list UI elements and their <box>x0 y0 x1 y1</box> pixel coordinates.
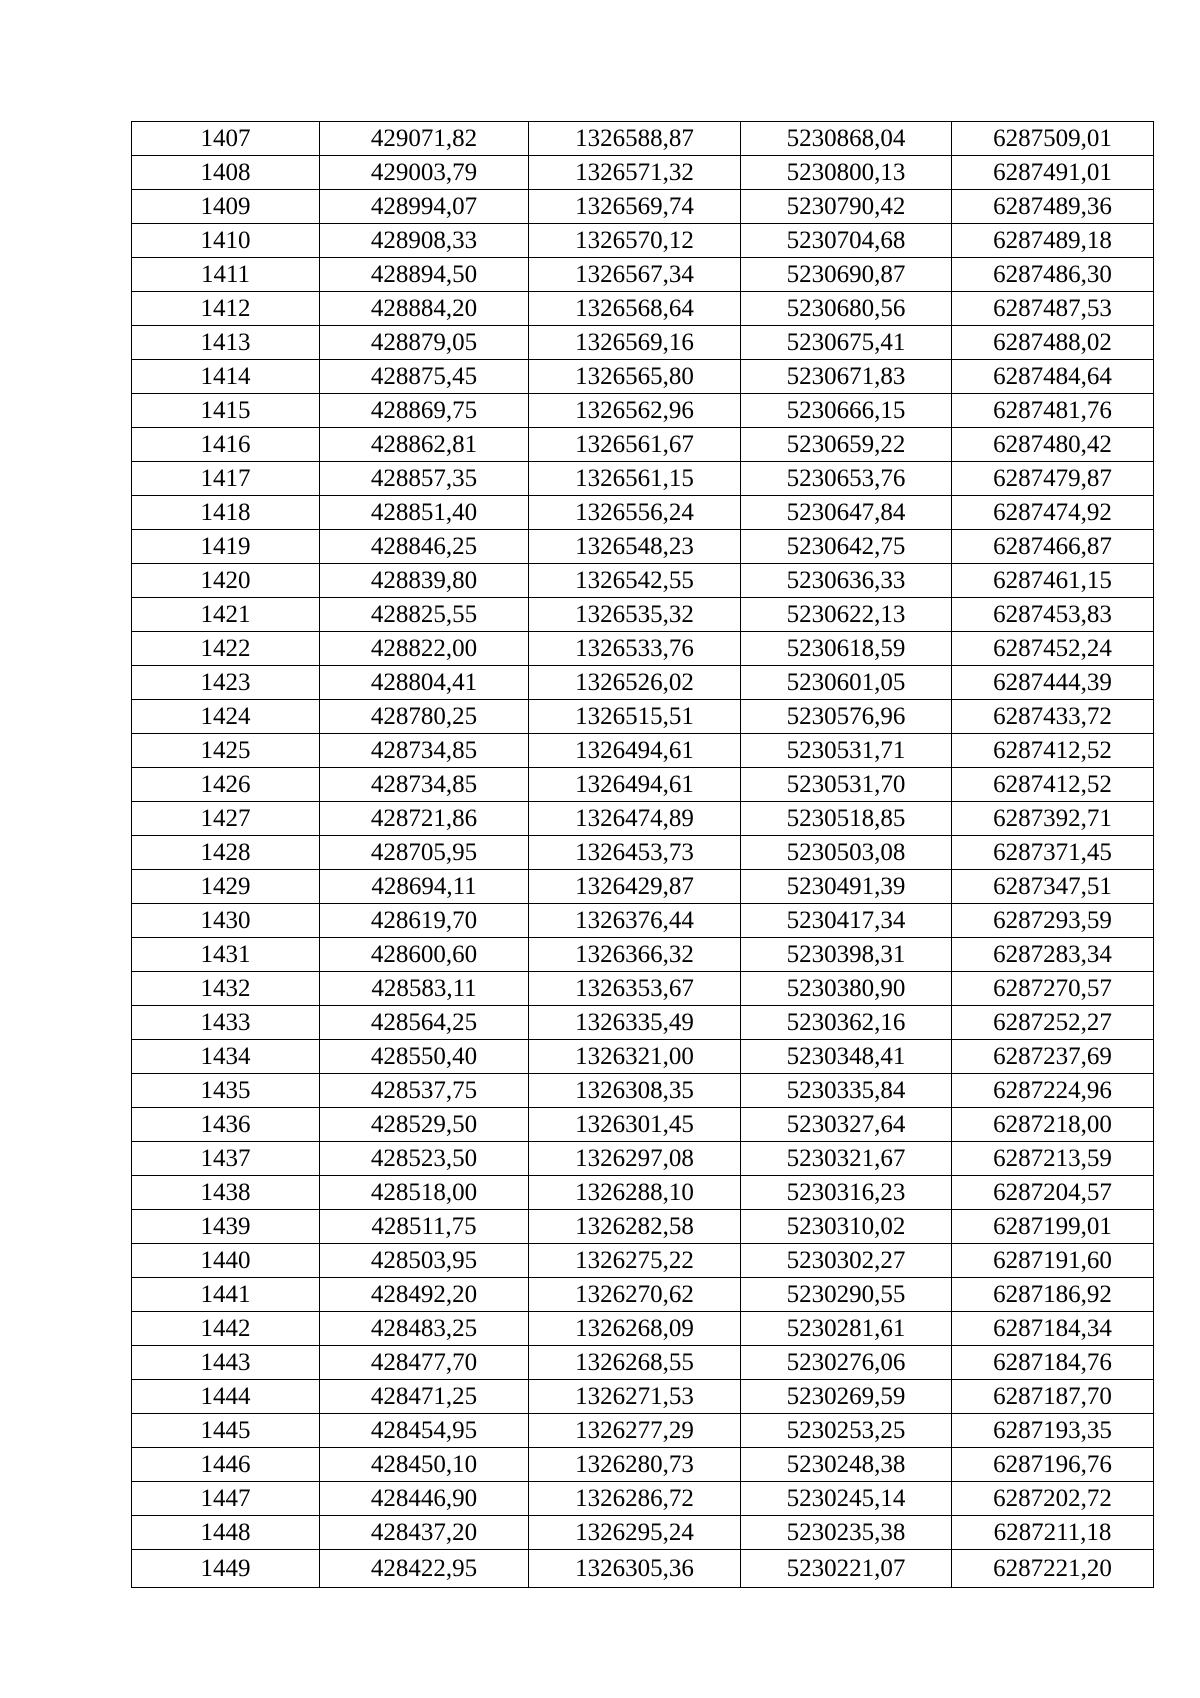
coord-cell-2: 1326305,36 <box>529 1550 741 1588</box>
coord-cell-4: 6287184,76 <box>952 1346 1154 1380</box>
table-row <box>132 326 1154 360</box>
coord-cell-3: 5230245,14 <box>741 1482 952 1516</box>
coord-cell-4: 6287489,36 <box>952 190 1154 224</box>
point-number-cell: 1447 <box>132 1482 320 1516</box>
coord-cell-2: 1326561,15 <box>529 462 741 496</box>
coord-cell-3: 5230221,07 <box>741 1550 952 1588</box>
coord-cell-1: 428839,80 <box>320 564 529 598</box>
coord-cell-1: 428583,11 <box>320 972 529 1006</box>
point-number-cell: 1414 <box>132 360 320 394</box>
coord-cell-2: 1326353,67 <box>529 972 741 1006</box>
coord-cell-4: 6287433,72 <box>952 700 1154 734</box>
coord-cell-1: 428450,10 <box>320 1448 529 1482</box>
coord-cell-1: 428477,70 <box>320 1346 529 1380</box>
coord-cell-3: 5230335,84 <box>741 1074 952 1108</box>
point-number-cell: 1407 <box>132 122 320 156</box>
coord-cell-3: 5230491,39 <box>741 870 952 904</box>
coord-cell-3: 5230417,34 <box>741 904 952 938</box>
coord-cell-1: 428529,50 <box>320 1108 529 1142</box>
point-number-cell: 1412 <box>132 292 320 326</box>
coord-cell-1: 428875,45 <box>320 360 529 394</box>
coord-cell-4: 6287461,15 <box>952 564 1154 598</box>
coord-cell-3: 5230290,55 <box>741 1278 952 1312</box>
table-row <box>132 1448 1154 1482</box>
coord-cell-4: 6287184,34 <box>952 1312 1154 1346</box>
coord-cell-4: 6287466,87 <box>952 530 1154 564</box>
coord-cell-1: 428518,00 <box>320 1176 529 1210</box>
coord-cell-3: 5230518,85 <box>741 802 952 836</box>
coord-cell-4: 6287481,76 <box>952 394 1154 428</box>
coord-cell-1: 428734,85 <box>320 768 529 802</box>
point-number-cell: 1432 <box>132 972 320 1006</box>
coord-cell-1: 428822,00 <box>320 632 529 666</box>
coord-cell-2: 1326288,10 <box>529 1176 741 1210</box>
coord-cell-2: 1326277,29 <box>529 1414 741 1448</box>
point-number-cell: 1420 <box>132 564 320 598</box>
coord-cell-3: 5230276,06 <box>741 1346 952 1380</box>
point-number-cell: 1436 <box>132 1108 320 1142</box>
point-number-cell: 1437 <box>132 1142 320 1176</box>
coord-cell-2: 1326588,87 <box>529 122 741 156</box>
coord-cell-3: 5230800,13 <box>741 156 952 190</box>
coord-cell-3: 5230601,05 <box>741 666 952 700</box>
coordinates-table <box>131 121 1154 1588</box>
coord-cell-3: 5230618,59 <box>741 632 952 666</box>
coord-cell-4: 6287489,18 <box>952 224 1154 258</box>
coord-cell-2: 1326286,72 <box>529 1482 741 1516</box>
table-row <box>132 1074 1154 1108</box>
point-number-cell: 1408 <box>132 156 320 190</box>
point-number-cell: 1415 <box>132 394 320 428</box>
coord-cell-2: 1326494,61 <box>529 734 741 768</box>
coord-cell-2: 1326335,49 <box>529 1006 741 1040</box>
point-number-cell: 1421 <box>132 598 320 632</box>
coord-cell-2: 1326569,16 <box>529 326 741 360</box>
point-number-cell: 1424 <box>132 700 320 734</box>
coord-cell-3: 5230704,68 <box>741 224 952 258</box>
coord-cell-4: 6287412,52 <box>952 768 1154 802</box>
coord-cell-4: 6287487,53 <box>952 292 1154 326</box>
coord-cell-4: 6287491,01 <box>952 156 1154 190</box>
table-row <box>132 768 1154 802</box>
coord-cell-2: 1326453,73 <box>529 836 741 870</box>
point-number-cell: 1427 <box>132 802 320 836</box>
table-row <box>132 1278 1154 1312</box>
table-row <box>132 938 1154 972</box>
coord-cell-4: 6287412,52 <box>952 734 1154 768</box>
table-row <box>132 1380 1154 1414</box>
coord-cell-1: 428550,40 <box>320 1040 529 1074</box>
coord-cell-3: 5230531,70 <box>741 768 952 802</box>
table-row <box>132 904 1154 938</box>
point-number-cell: 1434 <box>132 1040 320 1074</box>
point-number-cell: 1440 <box>132 1244 320 1278</box>
coord-cell-3: 5230531,71 <box>741 734 952 768</box>
coord-cell-4: 6287484,64 <box>952 360 1154 394</box>
coord-cell-3: 5230666,15 <box>741 394 952 428</box>
coord-cell-4: 6287392,71 <box>952 802 1154 836</box>
coord-cell-3: 5230248,38 <box>741 1448 952 1482</box>
table-row <box>132 1312 1154 1346</box>
table-row <box>132 360 1154 394</box>
coord-cell-1: 428705,95 <box>320 836 529 870</box>
table-row <box>132 870 1154 904</box>
table-row <box>132 156 1154 190</box>
coord-cell-2: 1326565,80 <box>529 360 741 394</box>
table-row <box>132 122 1154 156</box>
coord-cell-1: 429003,79 <box>320 156 529 190</box>
point-number-cell: 1442 <box>132 1312 320 1346</box>
coord-cell-4: 6287453,83 <box>952 598 1154 632</box>
coord-cell-4: 6287474,92 <box>952 496 1154 530</box>
coord-cell-1: 428564,25 <box>320 1006 529 1040</box>
coord-cell-3: 5230671,83 <box>741 360 952 394</box>
coord-cell-3: 5230310,02 <box>741 1210 952 1244</box>
coord-cell-4: 6287509,01 <box>952 122 1154 156</box>
point-number-cell: 1413 <box>132 326 320 360</box>
coord-cell-1: 428483,25 <box>320 1312 529 1346</box>
table-row <box>132 734 1154 768</box>
coord-cell-4: 6287199,01 <box>952 1210 1154 1244</box>
coord-cell-4: 6287193,35 <box>952 1414 1154 1448</box>
coord-cell-2: 1326376,44 <box>529 904 741 938</box>
table-row <box>132 258 1154 292</box>
point-number-cell: 1431 <box>132 938 320 972</box>
coord-cell-4: 6287293,59 <box>952 904 1154 938</box>
table-row <box>132 972 1154 1006</box>
coord-cell-2: 1326321,00 <box>529 1040 741 1074</box>
coord-cell-1: 428422,95 <box>320 1550 529 1588</box>
point-number-cell: 1443 <box>132 1346 320 1380</box>
coord-cell-4: 6287211,18 <box>952 1516 1154 1550</box>
coord-cell-2: 1326561,67 <box>529 428 741 462</box>
coord-cell-2: 1326567,34 <box>529 258 741 292</box>
coord-cell-4: 6287196,76 <box>952 1448 1154 1482</box>
table-row <box>132 224 1154 258</box>
coord-cell-3: 5230348,41 <box>741 1040 952 1074</box>
coord-cell-1: 428804,41 <box>320 666 529 700</box>
coord-cell-4: 6287488,02 <box>952 326 1154 360</box>
coord-cell-4: 6287444,39 <box>952 666 1154 700</box>
point-number-cell: 1409 <box>132 190 320 224</box>
coord-cell-3: 5230642,75 <box>741 530 952 564</box>
coord-cell-3: 5230302,27 <box>741 1244 952 1278</box>
coord-cell-2: 1326569,74 <box>529 190 741 224</box>
coord-cell-4: 6287186,92 <box>952 1278 1154 1312</box>
coord-cell-4: 6287252,27 <box>952 1006 1154 1040</box>
coord-cell-4: 6287347,51 <box>952 870 1154 904</box>
coord-cell-2: 1326533,76 <box>529 632 741 666</box>
coord-cell-2: 1326295,24 <box>529 1516 741 1550</box>
coord-cell-1: 428734,85 <box>320 734 529 768</box>
coord-cell-1: 428908,33 <box>320 224 529 258</box>
point-number-cell: 1446 <box>132 1448 320 1482</box>
coord-cell-2: 1326429,87 <box>529 870 741 904</box>
table-row <box>132 1210 1154 1244</box>
coord-cell-3: 5230690,87 <box>741 258 952 292</box>
point-number-cell: 1417 <box>132 462 320 496</box>
coord-cell-4: 6287224,96 <box>952 1074 1154 1108</box>
coord-cell-2: 1326548,23 <box>529 530 741 564</box>
coord-cell-4: 6287480,42 <box>952 428 1154 462</box>
coord-cell-2: 1326570,12 <box>529 224 741 258</box>
table-row <box>132 462 1154 496</box>
coord-cell-1: 428503,95 <box>320 1244 529 1278</box>
coord-cell-4: 6287202,72 <box>952 1482 1154 1516</box>
coord-cell-4: 6287221,20 <box>952 1550 1154 1588</box>
point-number-cell: 1426 <box>132 768 320 802</box>
table-row <box>132 1040 1154 1074</box>
coord-cell-4: 6287371,45 <box>952 836 1154 870</box>
point-number-cell: 1439 <box>132 1210 320 1244</box>
table-row <box>132 1142 1154 1176</box>
coord-cell-3: 5230380,90 <box>741 972 952 1006</box>
coord-cell-3: 5230659,22 <box>741 428 952 462</box>
coord-cell-1: 428721,86 <box>320 802 529 836</box>
coord-cell-1: 428694,11 <box>320 870 529 904</box>
coord-cell-2: 1326366,32 <box>529 938 741 972</box>
coord-cell-1: 429071,82 <box>320 122 529 156</box>
coord-cell-1: 428894,50 <box>320 258 529 292</box>
coord-cell-2: 1326535,32 <box>529 598 741 632</box>
coord-cell-3: 5230653,76 <box>741 462 952 496</box>
table-row <box>132 700 1154 734</box>
point-number-cell: 1419 <box>132 530 320 564</box>
coord-cell-2: 1326308,35 <box>529 1074 741 1108</box>
coord-cell-1: 428879,05 <box>320 326 529 360</box>
coord-cell-4: 6287213,59 <box>952 1142 1154 1176</box>
coord-cell-3: 5230235,38 <box>741 1516 952 1550</box>
coord-cell-2: 1326474,89 <box>529 802 741 836</box>
point-number-cell: 1428 <box>132 836 320 870</box>
coord-cell-4: 6287270,57 <box>952 972 1154 1006</box>
table-row <box>132 1482 1154 1516</box>
coord-cell-2: 1326515,51 <box>529 700 741 734</box>
coord-cell-2: 1326301,45 <box>529 1108 741 1142</box>
coord-cell-2: 1326297,08 <box>529 1142 741 1176</box>
coord-cell-1: 428619,70 <box>320 904 529 938</box>
coord-cell-2: 1326271,53 <box>529 1380 741 1414</box>
coord-cell-4: 6287479,87 <box>952 462 1154 496</box>
table-row <box>132 1550 1154 1588</box>
point-number-cell: 1411 <box>132 258 320 292</box>
coord-cell-1: 428492,20 <box>320 1278 529 1312</box>
coord-cell-1: 428857,35 <box>320 462 529 496</box>
table-row <box>132 1516 1154 1550</box>
table-row <box>132 666 1154 700</box>
table-row <box>132 190 1154 224</box>
coord-cell-3: 5230316,23 <box>741 1176 952 1210</box>
coord-cell-3: 5230321,67 <box>741 1142 952 1176</box>
coord-cell-1: 428780,25 <box>320 700 529 734</box>
point-number-cell: 1418 <box>132 496 320 530</box>
coord-cell-2: 1326556,24 <box>529 496 741 530</box>
coord-cell-2: 1326562,96 <box>529 394 741 428</box>
coord-cell-4: 6287191,60 <box>952 1244 1154 1278</box>
coord-cell-3: 5230647,84 <box>741 496 952 530</box>
table-row <box>132 598 1154 632</box>
point-number-cell: 1449 <box>132 1550 320 1588</box>
point-number-cell: 1422 <box>132 632 320 666</box>
point-number-cell: 1410 <box>132 224 320 258</box>
table-row <box>132 496 1154 530</box>
table-row <box>132 394 1154 428</box>
table-row <box>132 428 1154 462</box>
coord-cell-1: 428446,90 <box>320 1482 529 1516</box>
coord-cell-3: 5230327,64 <box>741 1108 952 1142</box>
coord-cell-3: 5230503,08 <box>741 836 952 870</box>
coord-cell-3: 5230636,33 <box>741 564 952 598</box>
table-row <box>132 292 1154 326</box>
point-number-cell: 1425 <box>132 734 320 768</box>
coord-cell-1: 428471,25 <box>320 1380 529 1414</box>
point-number-cell: 1435 <box>132 1074 320 1108</box>
coord-cell-4: 6287187,70 <box>952 1380 1154 1414</box>
coord-cell-3: 5230622,13 <box>741 598 952 632</box>
coord-cell-1: 428511,75 <box>320 1210 529 1244</box>
table-row <box>132 1346 1154 1380</box>
coord-cell-3: 5230398,31 <box>741 938 952 972</box>
table-row <box>132 632 1154 666</box>
coordinates-table-body <box>132 122 1154 1588</box>
coord-cell-2: 1326282,58 <box>529 1210 741 1244</box>
table-row <box>132 1108 1154 1142</box>
point-number-cell: 1416 <box>132 428 320 462</box>
point-number-cell: 1441 <box>132 1278 320 1312</box>
point-number-cell: 1430 <box>132 904 320 938</box>
coord-cell-1: 428523,50 <box>320 1142 529 1176</box>
coord-cell-1: 428862,81 <box>320 428 529 462</box>
coord-cell-3: 5230576,96 <box>741 700 952 734</box>
point-number-cell: 1444 <box>132 1380 320 1414</box>
point-number-cell: 1448 <box>132 1516 320 1550</box>
coord-cell-4: 6287218,00 <box>952 1108 1154 1142</box>
point-number-cell: 1429 <box>132 870 320 904</box>
coord-cell-4: 6287452,24 <box>952 632 1154 666</box>
coord-cell-3: 5230281,61 <box>741 1312 952 1346</box>
table-row <box>132 1006 1154 1040</box>
point-number-cell: 1445 <box>132 1414 320 1448</box>
coord-cell-2: 1326268,55 <box>529 1346 741 1380</box>
coord-cell-4: 6287283,34 <box>952 938 1154 972</box>
table-row <box>132 1414 1154 1448</box>
coord-cell-3: 5230253,25 <box>741 1414 952 1448</box>
coord-cell-1: 428454,95 <box>320 1414 529 1448</box>
coord-cell-2: 1326280,73 <box>529 1448 741 1482</box>
point-number-cell: 1438 <box>132 1176 320 1210</box>
coord-cell-4: 6287237,69 <box>952 1040 1154 1074</box>
coord-cell-3: 5230868,04 <box>741 122 952 156</box>
coord-cell-1: 428437,20 <box>320 1516 529 1550</box>
coord-cell-2: 1326275,22 <box>529 1244 741 1278</box>
table-row <box>132 1176 1154 1210</box>
coord-cell-3: 5230790,42 <box>741 190 952 224</box>
point-number-cell: 1423 <box>132 666 320 700</box>
coord-cell-2: 1326526,02 <box>529 666 741 700</box>
coord-cell-1: 428846,25 <box>320 530 529 564</box>
coord-cell-2: 1326268,09 <box>529 1312 741 1346</box>
table-row <box>132 802 1154 836</box>
coord-cell-1: 428884,20 <box>320 292 529 326</box>
coord-cell-1: 428537,75 <box>320 1074 529 1108</box>
coord-cell-1: 428825,55 <box>320 598 529 632</box>
coord-cell-2: 1326571,32 <box>529 156 741 190</box>
coord-cell-1: 428994,07 <box>320 190 529 224</box>
coord-cell-3: 5230269,59 <box>741 1380 952 1414</box>
coord-cell-2: 1326270,62 <box>529 1278 741 1312</box>
coord-cell-1: 428600,60 <box>320 938 529 972</box>
coord-cell-2: 1326568,64 <box>529 292 741 326</box>
table-row <box>132 564 1154 598</box>
table-row <box>132 836 1154 870</box>
coord-cell-4: 6287204,57 <box>952 1176 1154 1210</box>
coord-cell-1: 428851,40 <box>320 496 529 530</box>
coord-cell-4: 6287486,30 <box>952 258 1154 292</box>
coord-cell-3: 5230675,41 <box>741 326 952 360</box>
coord-cell-3: 5230680,56 <box>741 292 952 326</box>
table-row <box>132 1244 1154 1278</box>
coord-cell-3: 5230362,16 <box>741 1006 952 1040</box>
coord-cell-1: 428869,75 <box>320 394 529 428</box>
table-row <box>132 530 1154 564</box>
coord-cell-2: 1326494,61 <box>529 768 741 802</box>
point-number-cell: 1433 <box>132 1006 320 1040</box>
coord-cell-2: 1326542,55 <box>529 564 741 598</box>
